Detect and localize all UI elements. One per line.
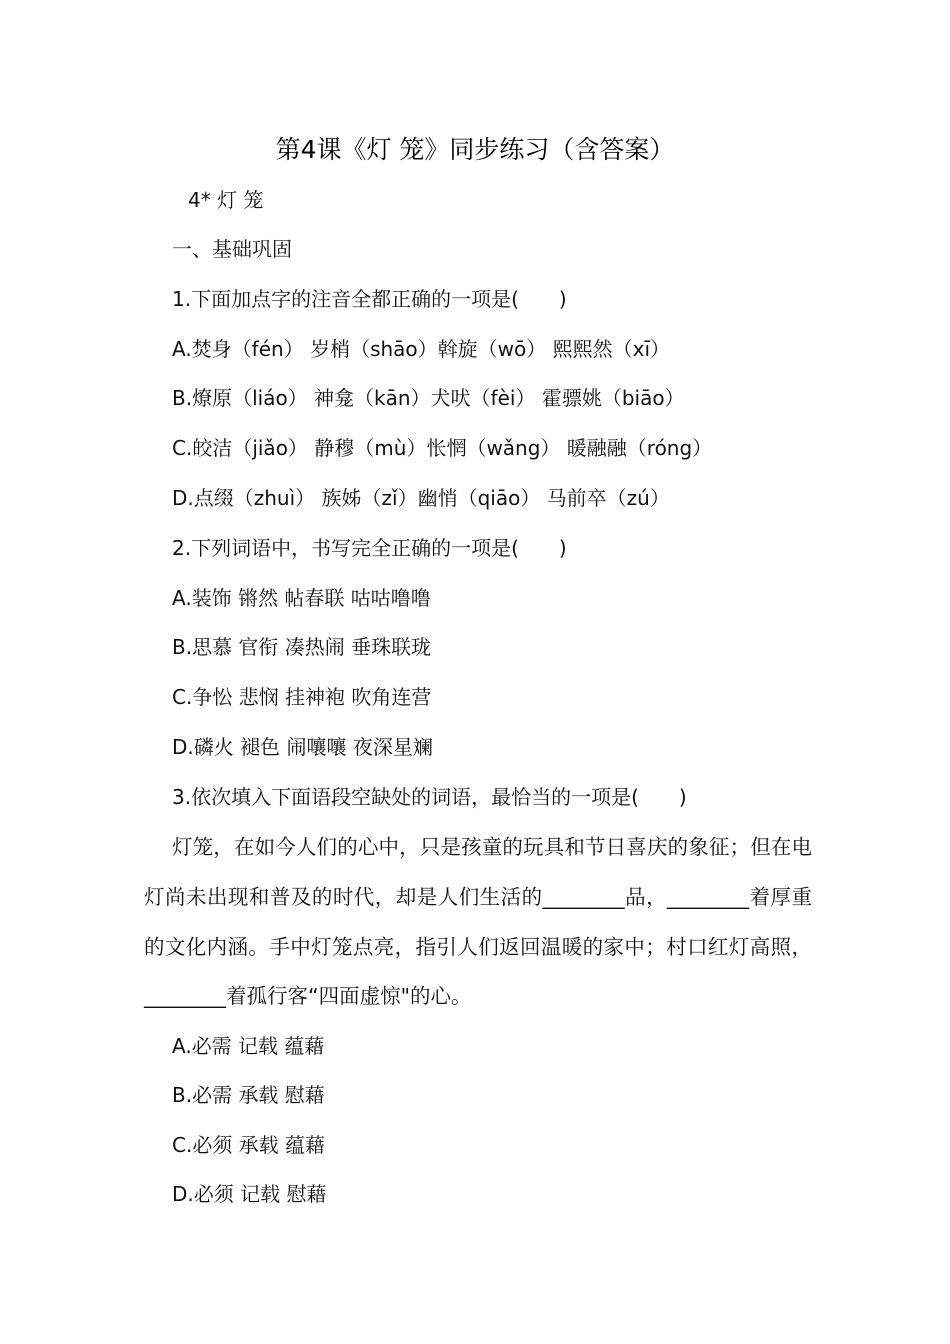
section-heading: 一、基础巩固	[172, 237, 292, 261]
lesson-subtitle: 4* 灯 笼	[188, 188, 264, 212]
question-stem: 2.下列词语中，书写完全正确的一项是( )	[172, 536, 567, 560]
option-d: D.点缀（zhuì） 族姊（zǐ）幽悄（qiāo） 马前卒（zú）	[172, 486, 670, 510]
document-title: 第4课《灯 笼》同步练习（含答案）	[275, 135, 675, 164]
option-a: A.装饰 锵然 帖春联 咕咕噜噜	[172, 586, 431, 610]
option-c: C.皎洁（jiǎo） 静穆（mù）怅惘（wǎng） 暖融融（róng）	[172, 436, 713, 460]
option-d: D.必须 记载 慰藉	[172, 1182, 327, 1206]
option-a: A.焚身（fén） 岁梢（shāo）斡旋（wō） 熙熙然（xī）	[172, 337, 670, 361]
reading-passage: 灯笼，在如今人们的心中，只是孩童的玩具和节日喜庆的象征；但在电灯尚未出现和普及的时代，却是人们生活的________品，________着厚重的文化内涵。手中灯笼点亮，指引人们返回温暖的家中；村口红灯高照，________着孤行客“四面虚惊"的心。	[144, 835, 812, 1009]
option-b: B.必需 承载 慰藉	[172, 1083, 325, 1107]
option-c: C.必须 承载 蕴藉	[172, 1133, 326, 1157]
option-a: A.必需 记载 蕴藉	[172, 1034, 325, 1058]
question-stem: 1.下面加点字的注音全都正确的一项是( )	[172, 287, 567, 311]
option-d: D.磷火 褪色 闹嚷嚷 夜深星斓	[172, 735, 433, 759]
option-b: B.思慕 官衔 凑热闹 垂珠联珑	[172, 635, 432, 659]
question-stem: 3.依次填入下面语段空缺处的词语，最恰当的一项是( )	[172, 785, 687, 809]
option-c: C.争忪 悲悯 挂神袍 吹角连营	[172, 685, 432, 709]
option-b: B.燎原（liáo） 神龛（kān）犬吠（fèi） 霍骠姚（biāo）	[172, 386, 685, 410]
